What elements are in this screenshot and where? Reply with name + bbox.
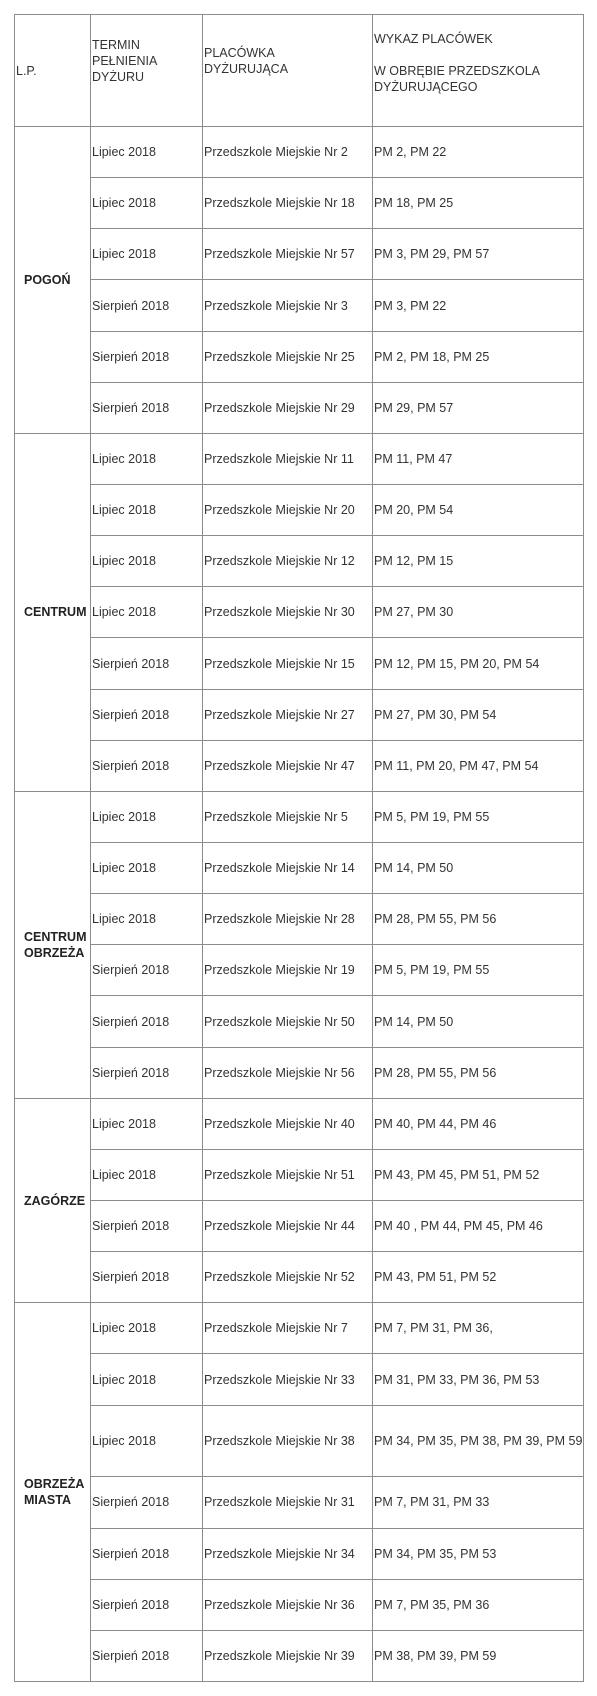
preschool-text: Przedszkole Miejskie Nr 12 — [204, 554, 355, 569]
date-cell — [91, 587, 203, 638]
table-row — [15, 638, 584, 689]
date-text: Sierpień 2018 — [92, 1065, 170, 1080]
date-cell — [91, 1303, 203, 1354]
date-text: Sierpień 2018 — [92, 656, 170, 671]
preschool-text: Przedszkole Miejskie Nr 29 — [204, 400, 355, 415]
preschool-cell — [203, 996, 373, 1047]
district-name: OBRZEŻA — [24, 945, 85, 960]
preschool-text: Przedszkole Miejskie Nr 11 — [204, 451, 354, 466]
preschool-list-cell — [373, 945, 584, 996]
preschool-list-text: PM 11, PM 20, PM 47, PM 54 — [374, 758, 539, 773]
preschool-list-text: PM 31, PM 33, PM 36, PM 53 — [374, 1372, 540, 1387]
table-row — [15, 791, 584, 842]
preschool-list-cell — [373, 1252, 584, 1303]
date-text: Lipiec 2018 — [92, 1321, 156, 1336]
preschool-cell — [203, 1303, 373, 1354]
date-text: Lipiec 2018 — [92, 451, 156, 466]
date-text: Lipiec 2018 — [92, 554, 156, 569]
preschool-cell — [203, 894, 373, 945]
district-name: CENTRUM — [24, 605, 87, 620]
preschool-cell — [203, 1405, 373, 1477]
table-row — [15, 1405, 584, 1477]
date-text: Lipiec 2018 — [92, 145, 156, 160]
table-row — [15, 843, 584, 894]
table-row — [15, 1252, 584, 1303]
header-wykaz-line: DYŻURUJĄCEGO — [374, 80, 478, 94]
document-page — [14, 14, 583, 1682]
table-row — [15, 689, 584, 740]
preschool-text: Przedszkole Miejskie Nr 51 — [204, 1167, 355, 1182]
date-text: Sierpień 2018 — [92, 1546, 170, 1561]
preschool-cell — [203, 536, 373, 587]
date-cell — [91, 996, 203, 1047]
date-text: Sierpień 2018 — [92, 1014, 170, 1029]
preschool-list-cell — [373, 587, 584, 638]
district-cell — [15, 433, 91, 791]
date-cell — [91, 1528, 203, 1579]
date-cell — [91, 433, 203, 484]
preschool-list-cell — [373, 1477, 584, 1528]
preschool-text: Przedszkole Miejskie Nr 56 — [204, 1065, 355, 1080]
preschool-list-cell — [373, 485, 584, 536]
preschool-list-text: PM 5, PM 19, PM 55 — [374, 809, 490, 824]
preschool-list-cell — [373, 1098, 584, 1149]
preschool-list-cell — [373, 996, 584, 1047]
preschool-list-text: PM 28, PM 55, PM 56 — [374, 1065, 497, 1080]
preschool-list-cell — [373, 1405, 584, 1477]
table-row — [15, 740, 584, 791]
date-text: Sierpień 2018 — [92, 1270, 170, 1285]
table-row — [15, 178, 584, 229]
preschool-cell — [203, 1630, 373, 1681]
preschool-text: Przedszkole Miejskie Nr 57 — [204, 247, 355, 262]
district-cell — [15, 791, 91, 1098]
date-cell — [91, 536, 203, 587]
table-row — [15, 536, 584, 587]
date-cell — [91, 1354, 203, 1405]
table-row — [15, 485, 584, 536]
preschool-list-cell — [373, 1579, 584, 1630]
preschool-cell — [203, 689, 373, 740]
date-cell — [91, 791, 203, 842]
preschool-text: Przedszkole Miejskie Nr 28 — [204, 912, 355, 927]
date-text: Sierpień 2018 — [92, 1648, 170, 1663]
date-text: Sierpień 2018 — [92, 1597, 170, 1612]
date-text: Lipiec 2018 — [92, 1433, 156, 1448]
preschool-list-text: PM 5, PM 19, PM 55 — [374, 963, 490, 978]
date-text: Lipiec 2018 — [92, 1372, 156, 1387]
preschool-list-text: PM 12, PM 15, PM 20, PM 54 — [374, 656, 540, 671]
date-cell — [91, 1252, 203, 1303]
preschool-text: Przedszkole Miejskie Nr 18 — [204, 196, 355, 211]
date-cell — [91, 1047, 203, 1098]
header-wykaz-line: WYKAZ PLACÓWEK — [374, 32, 493, 46]
preschool-text: Przedszkole Miejskie Nr 36 — [204, 1597, 355, 1612]
table-row — [15, 331, 584, 382]
preschool-cell — [203, 1252, 373, 1303]
preschool-text: Przedszkole Miejskie Nr 3 — [204, 298, 348, 313]
preschool-list-text: PM 12, PM 15 — [374, 554, 454, 569]
preschool-list-cell — [373, 1047, 584, 1098]
preschool-cell — [203, 740, 373, 791]
preschool-list-cell — [373, 1528, 584, 1579]
preschool-text: Przedszkole Miejskie Nr 50 — [204, 1014, 355, 1029]
date-cell — [91, 1630, 203, 1681]
date-text: Lipiec 2018 — [92, 1167, 156, 1182]
table-row — [15, 1149, 584, 1200]
district-cell — [15, 1303, 91, 1682]
preschool-text: Przedszkole Miejskie Nr 2 — [204, 145, 348, 160]
preschool-list-cell — [373, 843, 584, 894]
preschool-list-text: PM 7, PM 31, PM 33 — [374, 1495, 490, 1510]
preschool-text: Przedszkole Miejskie Nr 19 — [204, 963, 355, 978]
preschool-cell — [203, 587, 373, 638]
district-name: ZAGÓRZE — [24, 1193, 86, 1208]
preschool-cell — [203, 485, 373, 536]
table-row — [15, 1201, 584, 1252]
date-cell — [91, 331, 203, 382]
preschool-text: Przedszkole Miejskie Nr 44 — [204, 1219, 355, 1234]
table-row — [15, 382, 584, 433]
date-cell — [91, 1477, 203, 1528]
preschool-list-text: PM 43, PM 51, PM 52 — [374, 1270, 497, 1285]
district-name: CENTRUM — [24, 929, 87, 944]
date-cell — [91, 127, 203, 178]
preschool-text: Przedszkole Miejskie Nr 27 — [204, 707, 355, 722]
header-wykaz-line: W OBRĘBIE PRZEDSZKOLA — [374, 64, 541, 78]
table-row — [15, 894, 584, 945]
table-row — [15, 996, 584, 1047]
table-row — [15, 1477, 584, 1528]
preschool-cell — [203, 638, 373, 689]
date-text: Lipiec 2018 — [92, 196, 156, 211]
preschool-list-cell — [373, 1149, 584, 1200]
preschool-cell — [203, 280, 373, 331]
preschool-text: Przedszkole Miejskie Nr 30 — [204, 605, 355, 620]
table-header-row — [15, 15, 584, 127]
date-cell — [91, 1149, 203, 1200]
preschool-list-cell — [373, 127, 584, 178]
table-row — [15, 1528, 584, 1579]
preschool-list-text: PM 43, PM 45, PM 51, PM 52 — [374, 1167, 540, 1182]
date-text: Sierpień 2018 — [92, 1219, 170, 1234]
district-name: OBRZEŻA — [24, 1477, 85, 1492]
table-row — [15, 1303, 584, 1354]
preschool-text: Przedszkole Miejskie Nr 39 — [204, 1648, 355, 1663]
preschool-text: Przedszkole Miejskie Nr 7 — [204, 1321, 348, 1336]
date-text: Sierpień 2018 — [92, 707, 170, 722]
header-lp-label: L.P. — [16, 63, 37, 78]
preschool-text: Przedszkole Miejskie Nr 34 — [204, 1546, 355, 1561]
preschool-text: Przedszkole Miejskie Nr 47 — [204, 758, 355, 773]
date-cell — [91, 485, 203, 536]
preschool-list-cell — [373, 1354, 584, 1405]
preschool-list-cell — [373, 280, 584, 331]
date-text: Sierpień 2018 — [92, 963, 170, 978]
preschool-cell — [203, 382, 373, 433]
date-cell — [91, 1579, 203, 1630]
district-cell — [15, 127, 91, 434]
date-text: Lipiec 2018 — [92, 1116, 156, 1131]
date-text: Lipiec 2018 — [92, 912, 156, 927]
preschool-text: Przedszkole Miejskie Nr 14 — [204, 861, 355, 876]
preschool-list-text: PM 7, PM 35, PM 36 — [374, 1597, 490, 1612]
date-cell — [91, 178, 203, 229]
date-cell — [91, 1201, 203, 1252]
preschool-list-text: PM 20, PM 54 — [374, 503, 454, 518]
table-row — [15, 1630, 584, 1681]
preschool-list-text: PM 34, PM 35, PM 53 — [374, 1546, 497, 1561]
date-cell — [91, 1098, 203, 1149]
preschool-list-cell — [373, 1201, 584, 1252]
table-row — [15, 1047, 584, 1098]
preschool-list-cell — [373, 536, 584, 587]
duty-schedule-table — [14, 14, 584, 1682]
date-text: Lipiec 2018 — [92, 247, 156, 262]
table-row — [15, 1354, 584, 1405]
date-cell — [91, 843, 203, 894]
table-row — [15, 1579, 584, 1630]
preschool-text: Przedszkole Miejskie Nr 38 — [204, 1433, 355, 1448]
preschool-list-cell — [373, 1630, 584, 1681]
preschool-cell — [203, 945, 373, 996]
preschool-cell — [203, 791, 373, 842]
preschool-text: Przedszkole Miejskie Nr 5 — [204, 809, 348, 824]
preschool-list-cell — [373, 178, 584, 229]
preschool-text: Przedszkole Miejskie Nr 33 — [204, 1372, 355, 1387]
date-text: Lipiec 2018 — [92, 605, 156, 620]
date-cell — [91, 945, 203, 996]
date-text: Lipiec 2018 — [92, 809, 156, 824]
preschool-cell — [203, 433, 373, 484]
district-cell — [15, 1098, 91, 1303]
preschool-list-cell — [373, 791, 584, 842]
preschool-list-cell — [373, 382, 584, 433]
preschool-list-cell — [373, 689, 584, 740]
header-termin-line: TERMIN — [92, 38, 140, 52]
preschool-list-text: PM 3, PM 29, PM 57 — [374, 247, 490, 262]
header-termin-line: DYŻURU — [92, 70, 145, 84]
preschool-list-text: PM 27, PM 30 — [374, 605, 454, 620]
preschool-cell — [203, 1098, 373, 1149]
preschool-cell — [203, 1354, 373, 1405]
preschool-text: Przedszkole Miejskie Nr 25 — [204, 349, 355, 364]
table-row — [15, 1098, 584, 1149]
date-text: Sierpień 2018 — [92, 1495, 170, 1510]
date-cell — [91, 280, 203, 331]
preschool-cell — [203, 1047, 373, 1098]
date-cell — [91, 1405, 203, 1477]
date-cell — [91, 382, 203, 433]
preschool-list-cell — [373, 894, 584, 945]
preschool-list-cell — [373, 740, 584, 791]
date-text: Sierpień 2018 — [92, 298, 170, 313]
date-text: Sierpień 2018 — [92, 400, 170, 415]
preschool-list-cell — [373, 433, 584, 484]
preschool-cell — [203, 1149, 373, 1200]
preschool-list-text: PM 11, PM 47 — [374, 451, 453, 466]
header-lp — [15, 15, 91, 127]
preschool-list-text: PM 2, PM 18, PM 25 — [374, 349, 490, 364]
preschool-list-text: PM 38, PM 39, PM 59 — [374, 1648, 497, 1663]
preschool-list-text: PM 29, PM 57 — [374, 400, 454, 415]
header-placowka — [203, 15, 373, 127]
table-row — [15, 587, 584, 638]
preschool-text: Przedszkole Miejskie Nr 52 — [204, 1270, 355, 1285]
date-cell — [91, 740, 203, 791]
preschool-list-text: PM 34, PM 35, PM 38, PM 39, PM 59 — [374, 1433, 583, 1448]
preschool-list-text: PM 28, PM 55, PM 56 — [374, 912, 497, 927]
preschool-list-text: PM 40 , PM 44, PM 45, PM 46 — [374, 1219, 543, 1234]
preschool-list-text: PM 18, PM 25 — [374, 196, 454, 211]
header-termin-line: PEŁNIENIA — [92, 54, 158, 68]
date-cell — [91, 638, 203, 689]
preschool-cell — [203, 1201, 373, 1252]
preschool-list-text: PM 27, PM 30, PM 54 — [374, 707, 497, 722]
preschool-cell — [203, 1477, 373, 1528]
preschool-text: Przedszkole Miejskie Nr 31 — [204, 1495, 355, 1510]
date-text: Sierpień 2018 — [92, 349, 170, 364]
preschool-list-text: PM 40, PM 44, PM 46 — [374, 1116, 497, 1131]
district-name: POGOŃ — [24, 272, 71, 287]
preschool-cell — [203, 843, 373, 894]
date-cell — [91, 689, 203, 740]
preschool-cell — [203, 1528, 373, 1579]
header-placowka-line: DYŻURUJĄCA — [204, 62, 289, 76]
preschool-text: Przedszkole Miejskie Nr 40 — [204, 1116, 355, 1131]
table-row — [15, 433, 584, 484]
preschool-cell — [203, 178, 373, 229]
preschool-cell — [203, 1579, 373, 1630]
preschool-cell — [203, 331, 373, 382]
date-text: Lipiec 2018 — [92, 503, 156, 518]
preschool-list-text: PM 2, PM 22 — [374, 145, 447, 160]
preschool-cell — [203, 127, 373, 178]
preschool-list-text: PM 14, PM 50 — [374, 861, 454, 876]
preschool-list-text: PM 7, PM 31, PM 36, — [374, 1321, 493, 1336]
preschool-list-text: PM 3, PM 22 — [374, 298, 447, 313]
date-cell — [91, 229, 203, 280]
table-row — [15, 127, 584, 178]
preschool-list-cell — [373, 1303, 584, 1354]
table-row — [15, 229, 584, 280]
preschool-list-cell — [373, 638, 584, 689]
table-row — [15, 280, 584, 331]
table-row — [15, 945, 584, 996]
date-text: Sierpień 2018 — [92, 758, 170, 773]
date-text: Lipiec 2018 — [92, 861, 156, 876]
header-placowka-line: PLACÓWKA — [204, 46, 275, 60]
header-wykaz — [373, 15, 584, 127]
preschool-list-text: PM 14, PM 50 — [374, 1014, 454, 1029]
header-termin — [91, 15, 203, 127]
preschool-text: Przedszkole Miejskie Nr 15 — [204, 656, 355, 671]
preschool-text: Przedszkole Miejskie Nr 20 — [204, 503, 355, 518]
preschool-cell — [203, 229, 373, 280]
preschool-list-cell — [373, 331, 584, 382]
district-name: MIASTA — [24, 1493, 71, 1508]
date-cell — [91, 894, 203, 945]
preschool-list-cell — [373, 229, 584, 280]
